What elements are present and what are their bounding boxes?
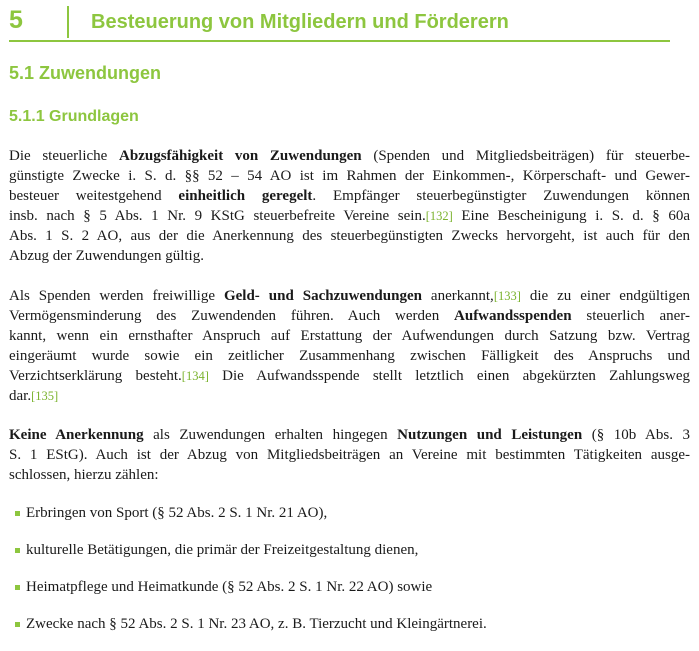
chapter-header [9,6,670,42]
bullet-square-icon [15,511,20,516]
paragraph-line: Keine Anerkennung als Zuwendungen erhalten hingegen Nutzungen und Leistungen (§ 10b Abs. 3 [9,427,690,443]
bullet-square-icon [15,585,20,590]
section-title: 5.1 Zuwendungen [9,63,162,83]
list-item: Zwecke nach § 52 Abs. 2 S. 1 Nr. 23 AO, z. B. Tierzucht und Kleingärtnerei. [9,614,690,651]
paragraph-line: günstigte Zwecke i. S. d. §§ 52 – 54 AO ist im Rahmen der Einkommen-, Körperschaft- und Gewer- [9,168,690,184]
bold-term: einheitlich geregelt [178,188,313,204]
paragraph-line: eingeräumt wurde sowie ein zeitlicher Zusammenhang zwischen Fälligkeit des Anspruchs und [9,348,690,364]
paragraph-line: schlossen, hierzu zählen: [9,467,159,483]
footnote-ref-132[interactable]: [132] [425,209,453,223]
paragraph-line: Abs. 1 S. 2 AO, aus der die Anerkennung des steuerbegünstigten Zwecks hervorgeht, ist auch für den [9,228,690,244]
list-item: kulturelle Betätigungen, die primär der Freizeitgestaltung dienen, [9,540,690,577]
bold-term: Geld- und Sachzuwendungen [223,288,422,304]
paragraph-line: kannt, wenn ein ernsthafter Anspruch auf Erstattung der Aufwendungen durch Satzung bzw. Vertrag [9,328,690,344]
paragraph-line: besteuer weitestgehend einheitlich geregelt. Empfänger steuerbegünstigter Zuwendungen können [9,188,690,204]
footnote-ref-135[interactable]: [135] [31,389,59,403]
paragraph-line: S. 1 EStG). Auch ist der Abzug von Mitgliedsbeiträgen an Vereine mit bestimmten Tätigkeiten ausge- [9,447,690,463]
paragraph-line: Abzug der Zuwendungen gültig. [9,248,204,264]
paragraph-keine-anerkennung [9,425,690,485]
subsection-title: 5.1.1 Grundlagen [9,108,139,125]
bold-term: Aufwandsspenden [454,308,572,324]
chapter-number: 5 [9,6,23,34]
paragraph-line: insb. nach § 5 Abs. 1 Nr. 9 KStG steuerbefreite Vereine sein.[132] Eine Bescheinigung i. S. d. § 60a [9,208,690,224]
paragraph-abzugsfaehigkeit [9,146,690,266]
bold-term: Abzugsfähigkeit von Zuwendungen [119,148,362,164]
paragraph-line: Als Spenden werden freiwillige Geld- und Sachzuwendungen anerkannt,[133] die zu einer endgültigen [9,288,690,304]
bullet-square-icon [15,622,20,627]
chapter-divider [67,6,69,38]
paragraph-line: Vermögensminderung des Zuwendenden führen. Auch werden Aufwandsspenden steuerlich aner- [9,308,690,324]
paragraph-line: Verzichtserklärung besteht.[134] Die Aufwandsspende stellt letztlich einen abgekürzten Zahlungsweg [9,368,690,384]
paragraph-line: Die steuerliche Abzugsfähigkeit von Zuwendungen (Spenden und Mitgliedsbeiträgen) für steuerbe- [9,148,690,164]
list-item: Erbringen von Sport (§ 52 Abs. 2 S. 1 Nr. 21 AO), [9,503,690,540]
chapter-title: Besteuerung von Mitgliedern und Förderern [91,11,509,33]
bold-term: Nutzungen und Leistungen [397,427,583,443]
bullet-square-icon [15,548,20,553]
footnote-ref-133[interactable]: [133] [493,289,521,303]
paragraph-line: dar.[135] [9,388,59,404]
paragraph-spenden [9,286,690,406]
list-item: Heimatpflege und Heimatkunde (§ 52 Abs. 2 S. 1 Nr. 22 AO) sowie [9,577,690,614]
footnote-ref-134[interactable]: [134] [181,369,209,383]
bold-term: Keine Anerkennung [9,427,144,443]
exclusion-list [9,503,690,651]
